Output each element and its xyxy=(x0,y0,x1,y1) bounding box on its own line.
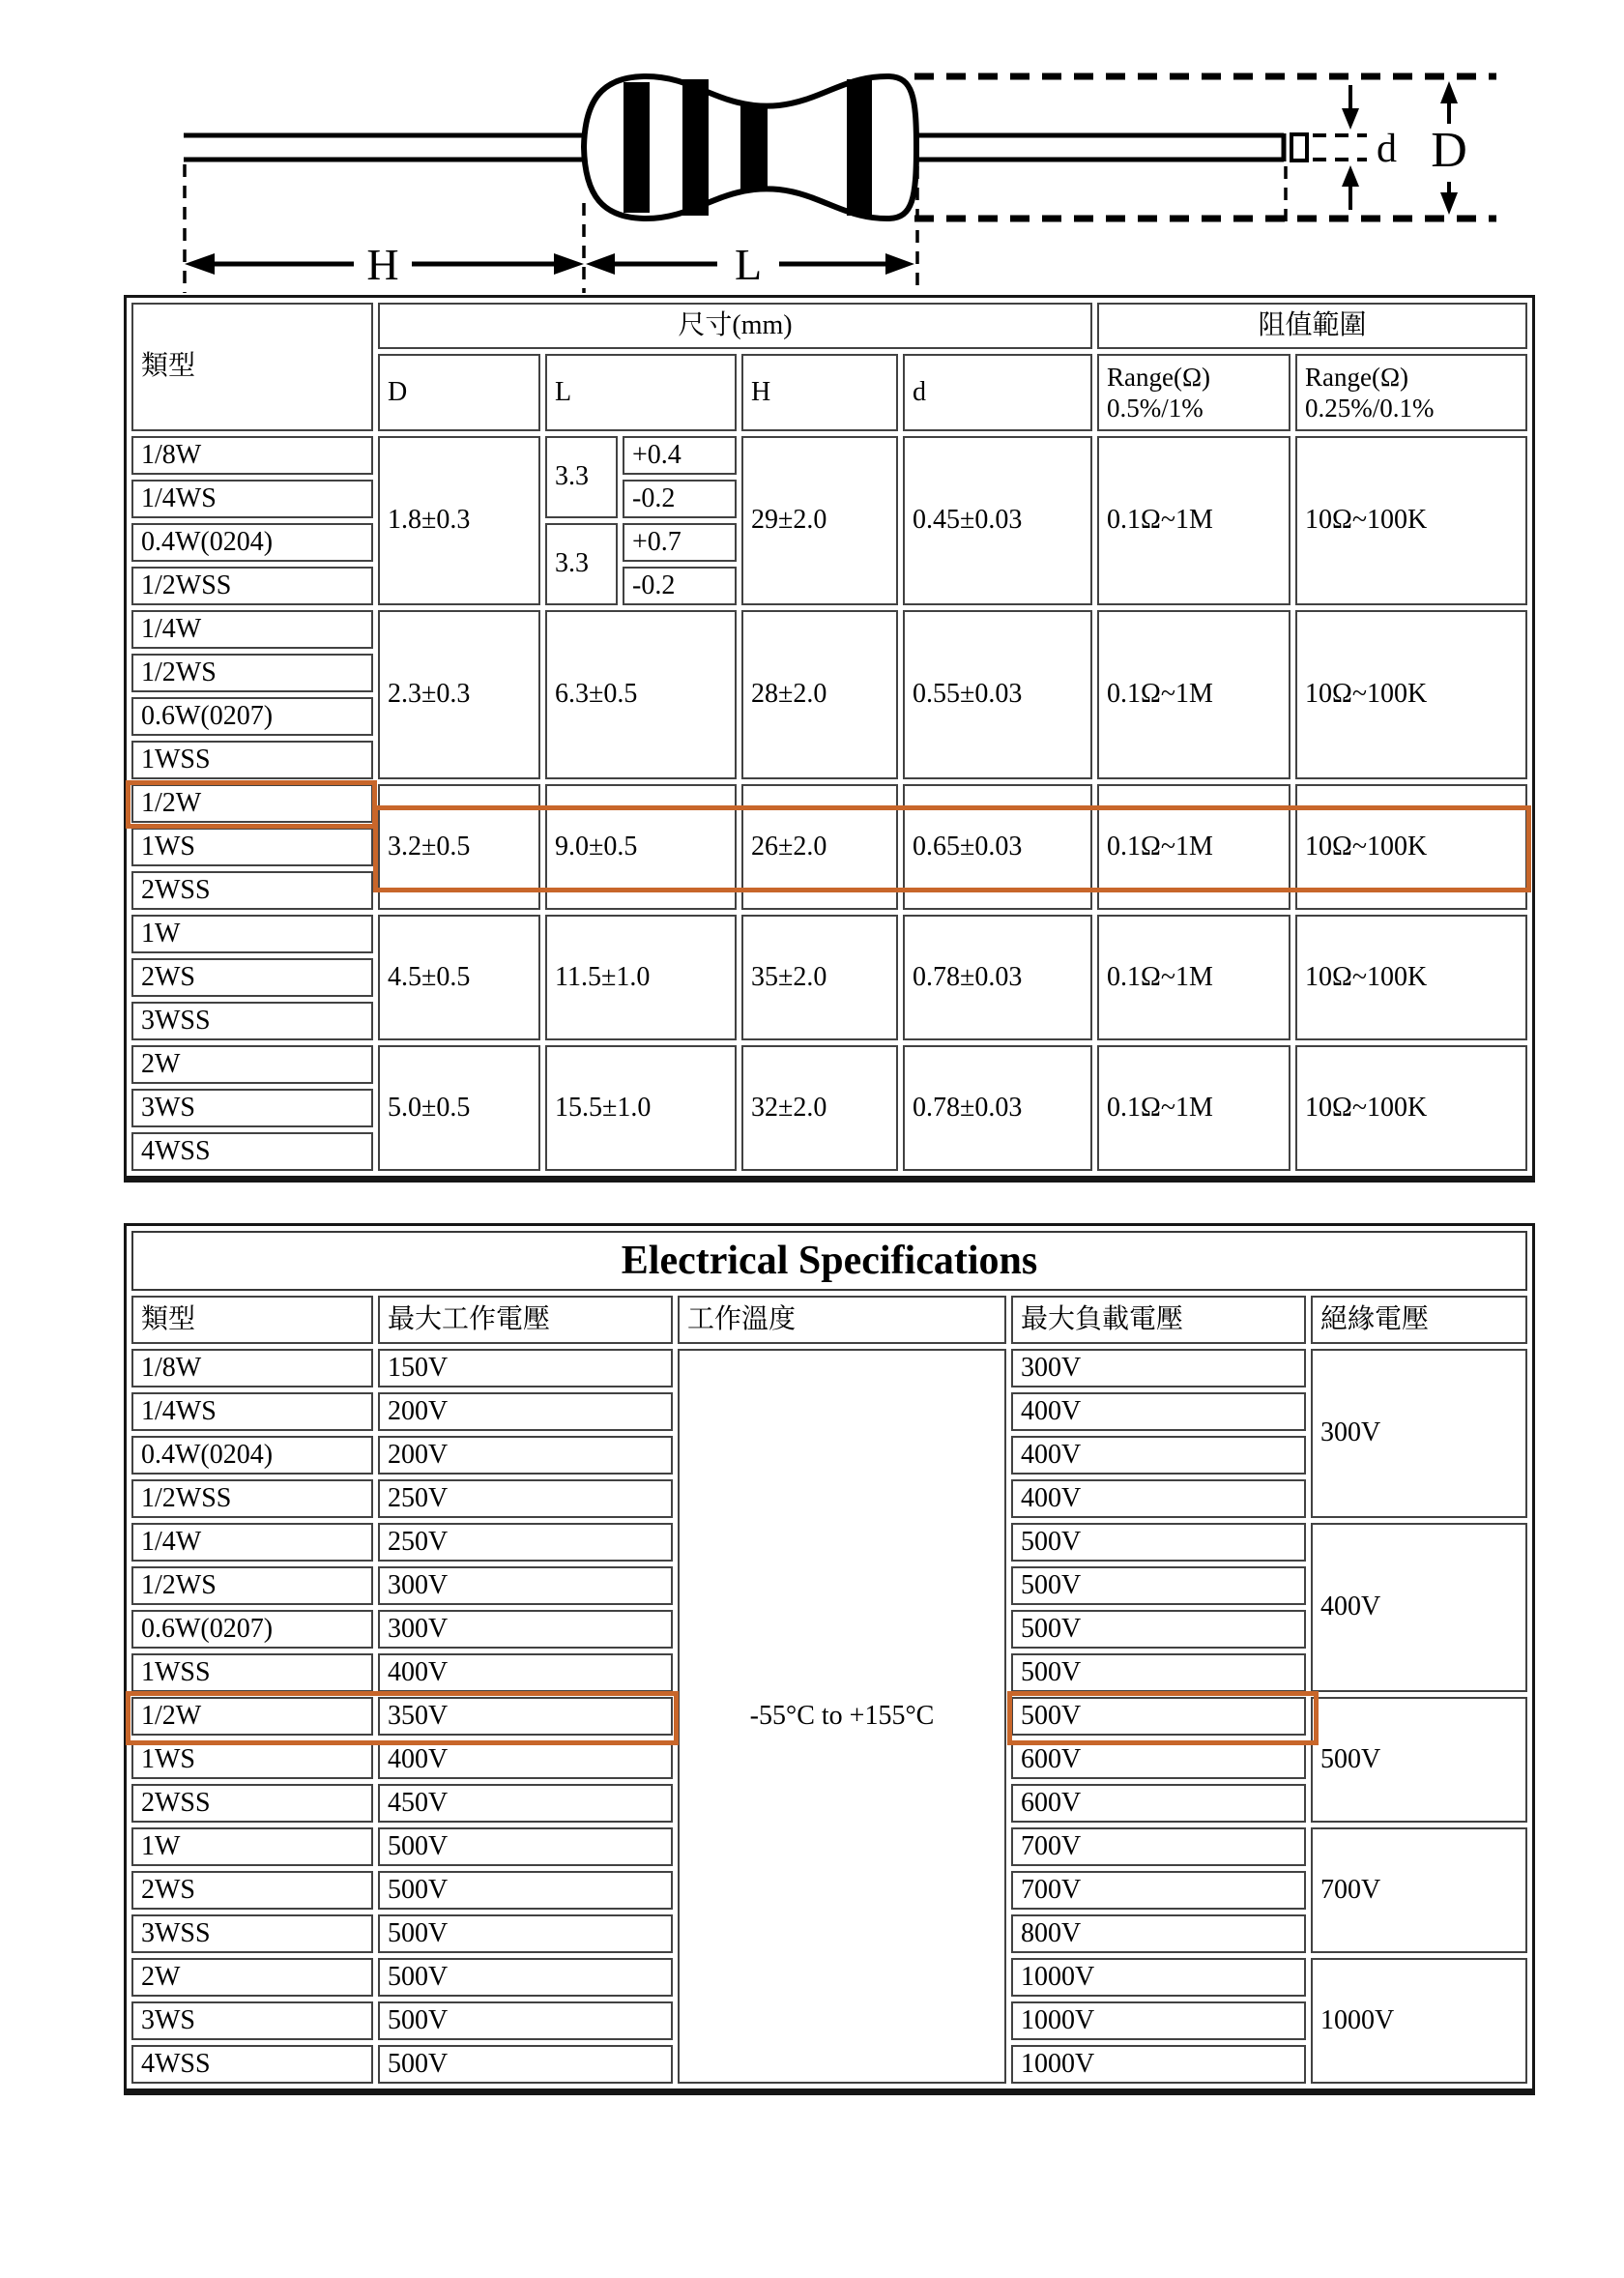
value-cell-L: 15.5±1.0 xyxy=(545,1045,737,1171)
load-voltage-cell: 1000V xyxy=(1011,2001,1306,2040)
diameter-dashed-box xyxy=(914,76,1496,219)
range1-line1: Range(Ω) xyxy=(1107,362,1211,392)
insulation-cell: 500V xyxy=(1311,1697,1527,1823)
value-cell-H: 32±2.0 xyxy=(741,1045,898,1171)
lead-right xyxy=(914,133,1284,161)
type-column-header: 類型 xyxy=(131,303,373,431)
type-cell: 1/8W xyxy=(131,436,373,475)
col-header-range2 xyxy=(1295,354,1527,431)
working-voltage-cell: 450V xyxy=(378,1784,673,1823)
type-cell: 1/8W xyxy=(131,1349,373,1387)
size-group-header: 尺寸(mm) xyxy=(378,303,1092,349)
type-cell: 1/2WSS xyxy=(131,567,373,605)
load-voltage-cell: 500V xyxy=(1011,1523,1306,1562)
load-voltage-cell: 600V xyxy=(1011,1784,1306,1823)
load-voltage-cell: 1000V xyxy=(1011,1958,1306,1997)
l-dimension xyxy=(586,240,914,289)
value-cell-D: 5.0±0.5 xyxy=(378,1045,540,1171)
header-max-working-voltage: 最大工作電壓 xyxy=(378,1296,673,1344)
h-dimension xyxy=(185,240,584,289)
type-cell: 2WS xyxy=(131,958,373,997)
insulation-cell: 1000V xyxy=(1311,1958,1527,2084)
range-cell-2: 10Ω~100K xyxy=(1295,436,1527,605)
l-dimension-label: L xyxy=(734,240,763,289)
type-cell: 3WSS xyxy=(131,1914,373,1953)
lead-end-box xyxy=(1291,134,1307,161)
value-cell-D: 1.8±0.3 xyxy=(378,436,540,605)
value-cell-L: 3.3 xyxy=(545,523,618,605)
color-band-3 xyxy=(740,103,768,191)
working-voltage-cell: 500V xyxy=(378,2045,673,2084)
type-cell: 0.6W(0207) xyxy=(131,697,373,736)
value-cell-d: 0.78±0.03 xyxy=(903,1045,1092,1171)
range-cell-1: 0.1Ω~1M xyxy=(1097,784,1290,910)
type-cell: 1/4W xyxy=(131,1523,373,1562)
electrical-table-section xyxy=(124,1223,1535,2095)
type-cell: 1/4WS xyxy=(131,480,373,518)
electrical-table-title: Electrical Specifications xyxy=(131,1231,1527,1291)
type-cell: 3WS xyxy=(131,2001,373,2040)
load-voltage-cell: 400V xyxy=(1011,1479,1306,1518)
value-cell-L-tolerance: -0.2 xyxy=(623,480,737,518)
range2-line1: Range(Ω) xyxy=(1305,362,1409,392)
value-cell-H: 28±2.0 xyxy=(741,610,898,779)
value-cell-D: 2.3±0.3 xyxy=(378,610,540,779)
type-cell: 3WSS xyxy=(131,1002,373,1040)
value-cell-d: 0.65±0.03 xyxy=(903,784,1092,910)
load-voltage-cell: 300V xyxy=(1011,1349,1306,1387)
col-header-range1 xyxy=(1097,354,1290,431)
header-operating-temperature: 工作溫度 xyxy=(678,1296,1006,1344)
working-voltage-cell: 350V xyxy=(378,1697,673,1736)
load-voltage-cell: 500V xyxy=(1011,1610,1306,1649)
type-cell: 2WSS xyxy=(131,1784,373,1823)
type-cell: 3WS xyxy=(131,1089,373,1127)
value-cell-D: 3.2±0.5 xyxy=(378,784,540,910)
load-voltage-cell: 500V xyxy=(1011,1566,1306,1605)
range-cell-1: 0.1Ω~1M xyxy=(1097,436,1290,605)
type-cell: 0.4W(0204) xyxy=(131,1436,373,1475)
type-cell: 1WS xyxy=(131,828,373,866)
type-cell: 1WSS xyxy=(131,741,373,779)
value-cell-d: 0.55±0.03 xyxy=(903,610,1092,779)
d-dimension xyxy=(1342,85,1397,210)
type-cell: 1WS xyxy=(131,1740,373,1779)
type-cell: 4WSS xyxy=(131,1132,373,1171)
type-cell: 2W xyxy=(131,1958,373,1997)
type-cell: 0.4W(0204) xyxy=(131,523,373,562)
working-voltage-cell: 150V xyxy=(378,1349,673,1387)
load-voltage-cell: 800V xyxy=(1011,1914,1306,1953)
col-header-D: D xyxy=(378,354,540,431)
value-cell-H: 26±2.0 xyxy=(741,784,898,910)
type-cell: 4WSS xyxy=(131,2045,373,2084)
type-cell: 0.6W(0207) xyxy=(131,1610,373,1649)
type-cell: 2WSS xyxy=(131,871,373,910)
h-dimension-label: H xyxy=(366,240,399,289)
value-cell-d: 0.78±0.03 xyxy=(903,915,1092,1040)
type-cell: 2W xyxy=(131,1045,373,1084)
value-cell-L: 9.0±0.5 xyxy=(545,784,737,910)
working-voltage-cell: 500V xyxy=(378,1827,673,1866)
working-voltage-cell: 250V xyxy=(378,1523,673,1562)
type-cell: 1W xyxy=(131,1827,373,1866)
working-voltage-cell: 300V xyxy=(378,1566,673,1605)
col-header-L: L xyxy=(545,354,737,431)
big-d-dimension-label: D xyxy=(1431,123,1467,178)
range1-line2: 0.5%/1% xyxy=(1107,394,1204,423)
load-voltage-cell: 400V xyxy=(1011,1436,1306,1475)
value-cell-d: 0.45±0.03 xyxy=(903,436,1092,605)
type-cell: 1/2WS xyxy=(131,654,373,692)
load-voltage-cell: 600V xyxy=(1011,1740,1306,1779)
load-voltage-cell: 1000V xyxy=(1011,2045,1306,2084)
dimensions-table-section xyxy=(124,295,1535,1183)
lead-end-dashed-extension xyxy=(1313,135,1367,160)
range-group-header: 阻值範圍 xyxy=(1097,303,1527,349)
working-voltage-cell: 300V xyxy=(378,1610,673,1649)
type-cell: 1W xyxy=(131,915,373,953)
working-voltage-cell: 400V xyxy=(378,1740,673,1779)
value-cell-L: 3.3 xyxy=(545,436,618,518)
working-voltage-cell: 400V xyxy=(378,1653,673,1692)
col-header-H: H xyxy=(741,354,898,431)
electrical-specifications-table xyxy=(124,1223,1535,2095)
value-cell-L-tolerance: -0.2 xyxy=(623,567,737,605)
header-insulation-voltage: 絕緣電壓 xyxy=(1311,1296,1527,1344)
working-voltage-cell: 200V xyxy=(378,1436,673,1475)
insulation-cell: 300V xyxy=(1311,1349,1527,1518)
working-voltage-cell: 500V xyxy=(378,1958,673,1997)
d-dimension-label: d xyxy=(1377,127,1397,171)
type-cell: 1WSS xyxy=(131,1653,373,1692)
type-cell: 1/2WS xyxy=(131,1566,373,1605)
header-max-overload-voltage: 最大負載電壓 xyxy=(1011,1296,1306,1344)
col-header-d: d xyxy=(903,354,1092,431)
working-voltage-cell: 250V xyxy=(378,1479,673,1518)
value-cell-H: 29±2.0 xyxy=(741,436,898,605)
header-type: 類型 xyxy=(131,1296,373,1344)
load-voltage-cell: 700V xyxy=(1011,1871,1306,1910)
value-cell-H: 35±2.0 xyxy=(741,915,898,1040)
color-band-1 xyxy=(624,82,650,213)
dimensions-table xyxy=(124,295,1535,1183)
working-voltage-cell: 500V xyxy=(378,2001,673,2040)
range-cell-2: 10Ω~100K xyxy=(1295,1045,1527,1171)
resistor-dimension-diagram xyxy=(0,0,1624,295)
range-cell-1: 0.1Ω~1M xyxy=(1097,1045,1290,1171)
range2-line2: 0.25%/0.1% xyxy=(1305,394,1435,423)
working-voltage-cell: 500V xyxy=(378,1914,673,1953)
value-cell-L: 6.3±0.5 xyxy=(545,610,737,779)
range-cell-2: 10Ω~100K xyxy=(1295,915,1527,1040)
range-cell-2: 10Ω~100K xyxy=(1295,610,1527,779)
value-cell-L-tolerance: +0.7 xyxy=(623,523,737,562)
type-cell: 2WS xyxy=(131,1871,373,1910)
color-band-4 xyxy=(847,79,872,216)
insulation-cell: 400V xyxy=(1311,1523,1527,1692)
color-band-2 xyxy=(682,79,709,216)
range-cell-1: 0.1Ω~1M xyxy=(1097,610,1290,779)
working-voltage-cell: 500V xyxy=(378,1871,673,1910)
range-cell-1: 0.1Ω~1M xyxy=(1097,915,1290,1040)
load-voltage-cell: 400V xyxy=(1011,1392,1306,1431)
load-voltage-cell: 500V xyxy=(1011,1697,1306,1736)
type-cell: 1/2WSS xyxy=(131,1479,373,1518)
temperature-cell: -55°C to +155°C xyxy=(678,1349,1006,2084)
range-cell-2: 10Ω~100K xyxy=(1295,784,1527,910)
working-voltage-cell: 200V xyxy=(378,1392,673,1431)
value-cell-L: 11.5±1.0 xyxy=(545,915,737,1040)
type-cell-half-watt: 1/2W xyxy=(131,1697,373,1736)
big-d-dimension xyxy=(1431,81,1467,215)
type-cell-half-watt: 1/2W xyxy=(131,784,373,823)
value-cell-L-tolerance: +0.4 xyxy=(623,436,737,475)
type-cell: 1/4WS xyxy=(131,1392,373,1431)
insulation-cell: 700V xyxy=(1311,1827,1527,1953)
load-voltage-cell: 500V xyxy=(1011,1653,1306,1692)
lead-left xyxy=(184,135,586,160)
value-cell-D: 4.5±0.5 xyxy=(378,915,540,1040)
type-cell: 1/4W xyxy=(131,610,373,649)
load-voltage-cell: 700V xyxy=(1011,1827,1306,1866)
